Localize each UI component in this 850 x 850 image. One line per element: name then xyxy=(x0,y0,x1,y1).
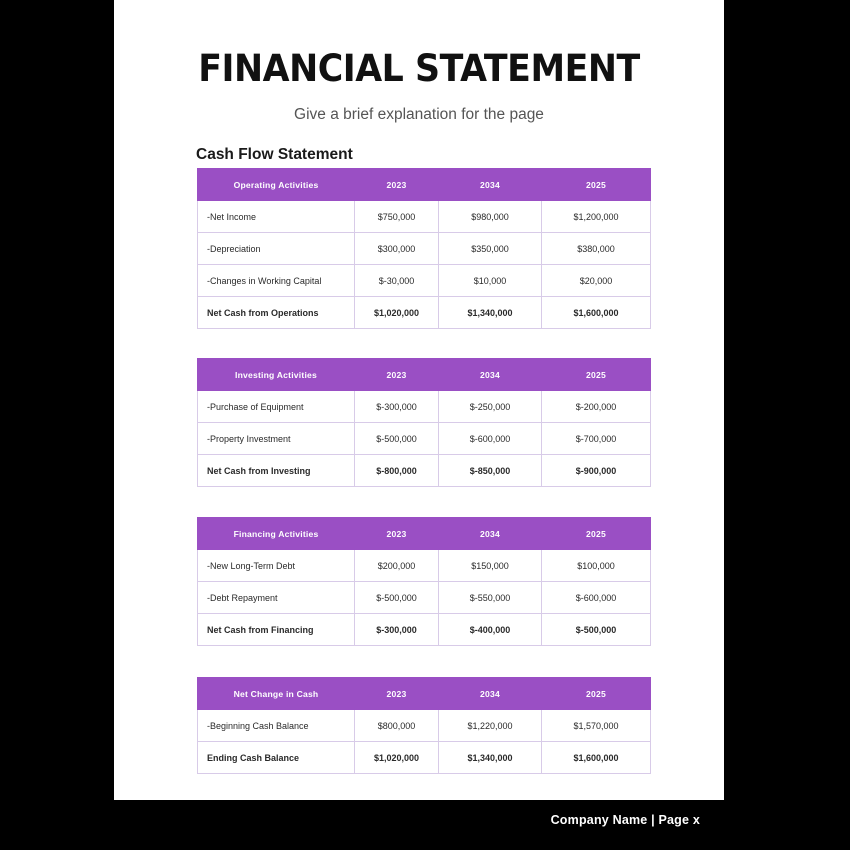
row-label: Ending Cash Balance xyxy=(198,742,355,774)
table-total-row xyxy=(198,742,651,774)
table-total-row xyxy=(198,614,651,646)
table-investing-activities xyxy=(197,358,651,487)
table-net-change-in-cash xyxy=(197,677,651,774)
cell-value: $-30,000 xyxy=(355,265,439,297)
footer-text: Company Name | Page x xyxy=(550,813,700,827)
table-row xyxy=(198,233,651,265)
table-header-row xyxy=(198,359,651,391)
cell-value: $300,000 xyxy=(355,233,439,265)
column-header: Operating Activities xyxy=(198,169,355,201)
cell-value: $150,000 xyxy=(439,550,542,582)
cell-value: $100,000 xyxy=(542,550,651,582)
document-page xyxy=(114,0,724,800)
row-label: Net Cash from Operations xyxy=(198,297,355,329)
column-header: 2034 xyxy=(439,169,542,201)
row-label: -Depreciation xyxy=(198,233,355,265)
cell-value: $-600,000 xyxy=(542,582,651,614)
row-label: -Changes in Working Capital xyxy=(198,265,355,297)
column-header: Net Change in Cash xyxy=(198,678,355,710)
cell-value: $980,000 xyxy=(439,201,542,233)
column-header: 2034 xyxy=(439,678,542,710)
table-operating-activities xyxy=(197,168,651,329)
table-header-row xyxy=(198,678,651,710)
cell-value: $1,600,000 xyxy=(542,297,651,329)
cell-value: $200,000 xyxy=(355,550,439,582)
cell-value: $-850,000 xyxy=(439,455,542,487)
cell-value: $-900,000 xyxy=(542,455,651,487)
page-subtitle: Give a brief explanation for the page xyxy=(294,106,544,123)
row-label: Net Cash from Financing xyxy=(198,614,355,646)
column-header: 2034 xyxy=(439,359,542,391)
cell-value: $-300,000 xyxy=(355,614,439,646)
cell-value: $-250,000 xyxy=(439,391,542,423)
table-row xyxy=(198,201,651,233)
page-footer-bar xyxy=(114,800,724,843)
cell-value: $750,000 xyxy=(355,201,439,233)
column-header: 2034 xyxy=(439,518,542,550)
cell-value: $1,020,000 xyxy=(355,742,439,774)
column-header: 2025 xyxy=(542,518,651,550)
cell-value: $1,220,000 xyxy=(439,710,542,742)
cell-value: $-500,000 xyxy=(542,614,651,646)
cell-value: $-550,000 xyxy=(439,582,542,614)
column-header: 2025 xyxy=(542,678,651,710)
row-label: -New Long-Term Debt xyxy=(198,550,355,582)
column-header: 2023 xyxy=(355,169,439,201)
cell-value: $380,000 xyxy=(542,233,651,265)
cell-value: $1,600,000 xyxy=(542,742,651,774)
section-heading: Cash Flow Statement xyxy=(196,146,353,163)
table-row xyxy=(198,710,651,742)
cell-value: $-600,000 xyxy=(439,423,542,455)
table-row xyxy=(198,391,651,423)
column-header: 2025 xyxy=(542,359,651,391)
column-header: 2023 xyxy=(355,678,439,710)
table-row xyxy=(198,265,651,297)
cell-value: $-300,000 xyxy=(355,391,439,423)
column-header: 2023 xyxy=(355,518,439,550)
cell-value: $-500,000 xyxy=(355,582,439,614)
cell-value: $1,020,000 xyxy=(355,297,439,329)
cell-value: $-400,000 xyxy=(439,614,542,646)
row-label: -Net Income xyxy=(198,201,355,233)
cell-value: $10,000 xyxy=(439,265,542,297)
table-row xyxy=(198,550,651,582)
table-row xyxy=(198,582,651,614)
column-header: 2025 xyxy=(542,169,651,201)
table-financing-activities xyxy=(197,517,651,646)
column-header: Investing Activities xyxy=(198,359,355,391)
row-label: -Debt Repayment xyxy=(198,582,355,614)
column-header: Financing Activities xyxy=(198,518,355,550)
cell-value: $1,570,000 xyxy=(542,710,651,742)
row-label: Net Cash from Investing xyxy=(198,455,355,487)
cell-value: $1,200,000 xyxy=(542,201,651,233)
table-header-row xyxy=(198,169,651,201)
row-label: -Purchase of Equipment xyxy=(198,391,355,423)
table-total-row xyxy=(198,297,651,329)
cell-value: $-200,000 xyxy=(542,391,651,423)
cell-value: $-700,000 xyxy=(542,423,651,455)
cell-value: $350,000 xyxy=(439,233,542,265)
cell-value: $20,000 xyxy=(542,265,651,297)
table-row xyxy=(198,423,651,455)
page-title: FINANCIAL STATEMENT xyxy=(198,47,640,90)
cell-value: $800,000 xyxy=(355,710,439,742)
row-label: -Beginning Cash Balance xyxy=(198,710,355,742)
column-header: 2023 xyxy=(355,359,439,391)
cell-value: $1,340,000 xyxy=(439,742,542,774)
row-label: -Property Investment xyxy=(198,423,355,455)
cell-value: $1,340,000 xyxy=(439,297,542,329)
table-header-row xyxy=(198,518,651,550)
cell-value: $-500,000 xyxy=(355,423,439,455)
cell-value: $-800,000 xyxy=(355,455,439,487)
table-total-row xyxy=(198,455,651,487)
